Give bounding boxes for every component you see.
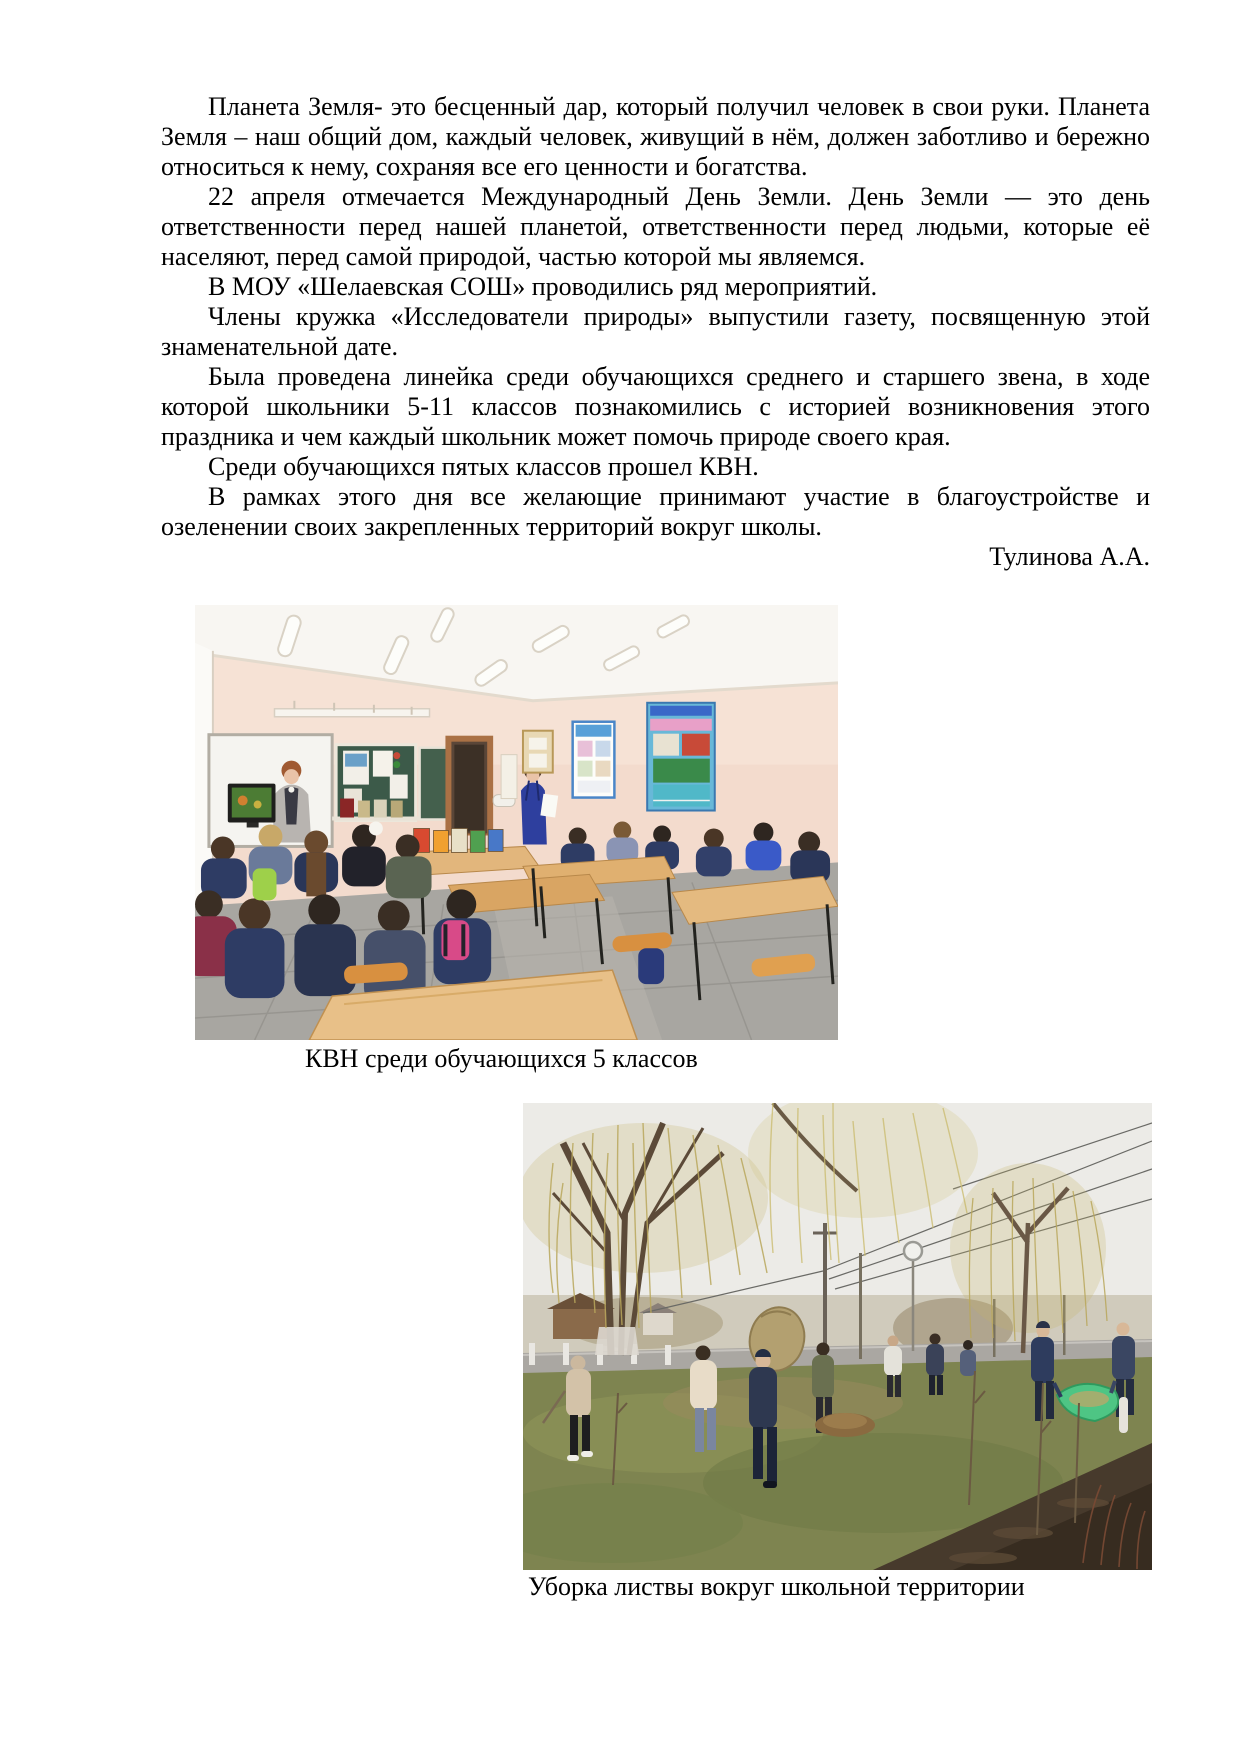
door [445,736,493,836]
photo1-caption: КВН среди обучающихся 5 классов [305,1044,698,1073]
paragraph-planet-gift: Планета Земля- это бесценный дар, который получил человек в свои руки. Планета Земля – наш общий дом, каждый человек, живущий в нём, должен заботливо и бережно относиться к нему, сохраняя все его ценности и богатства. [161,92,1150,181]
paragraph-kvn: Среди обучающихся пятых классов прошел КВН. [208,452,759,481]
paragraph-newspaper: Члены кружка «Исследователи природы» выпустили газету, посвященную этой знаменательной дате. [161,302,1150,361]
white-bollard [1119,1397,1128,1433]
paragraph-earth-day: 22 апреля отмечается Международный День Земли. День Земли — это день ответственности перед нашей планетой, ответственности перед людьми, которые её населяют, перед самой природой, частью которой мы являемся. [161,182,1150,271]
books-on-desk [414,828,503,852]
paragraph-school-events: В МОУ «Шелаевская СОШ» проводились ряд мероприятий. [208,272,878,301]
photo2-caption: Уборка листвы вокруг школьной территории [528,1572,1025,1601]
paragraph-cleanup: В рамках этого дня все желающие принимают участие в благоустройстве и озеленении своих закрепленных территорий вокруг школы. [161,482,1150,541]
author-signature: Тулинова А.А. [989,542,1150,571]
article-text [161,92,1150,572]
classroom-photo [195,605,838,1040]
cleanup-illustration [523,1103,1152,1570]
classroom-illustration [195,605,838,1040]
paragraph-assembly: Была проведена линейка среди обучающихся среднего и старшего звена, в ходе которой школьники 5-11 классов познакомились с историей возникновения этого праздника и чем каждый школьник может помочь природе своего края. [161,362,1150,451]
cleanup-photo [523,1103,1152,1570]
monitor [228,784,276,828]
